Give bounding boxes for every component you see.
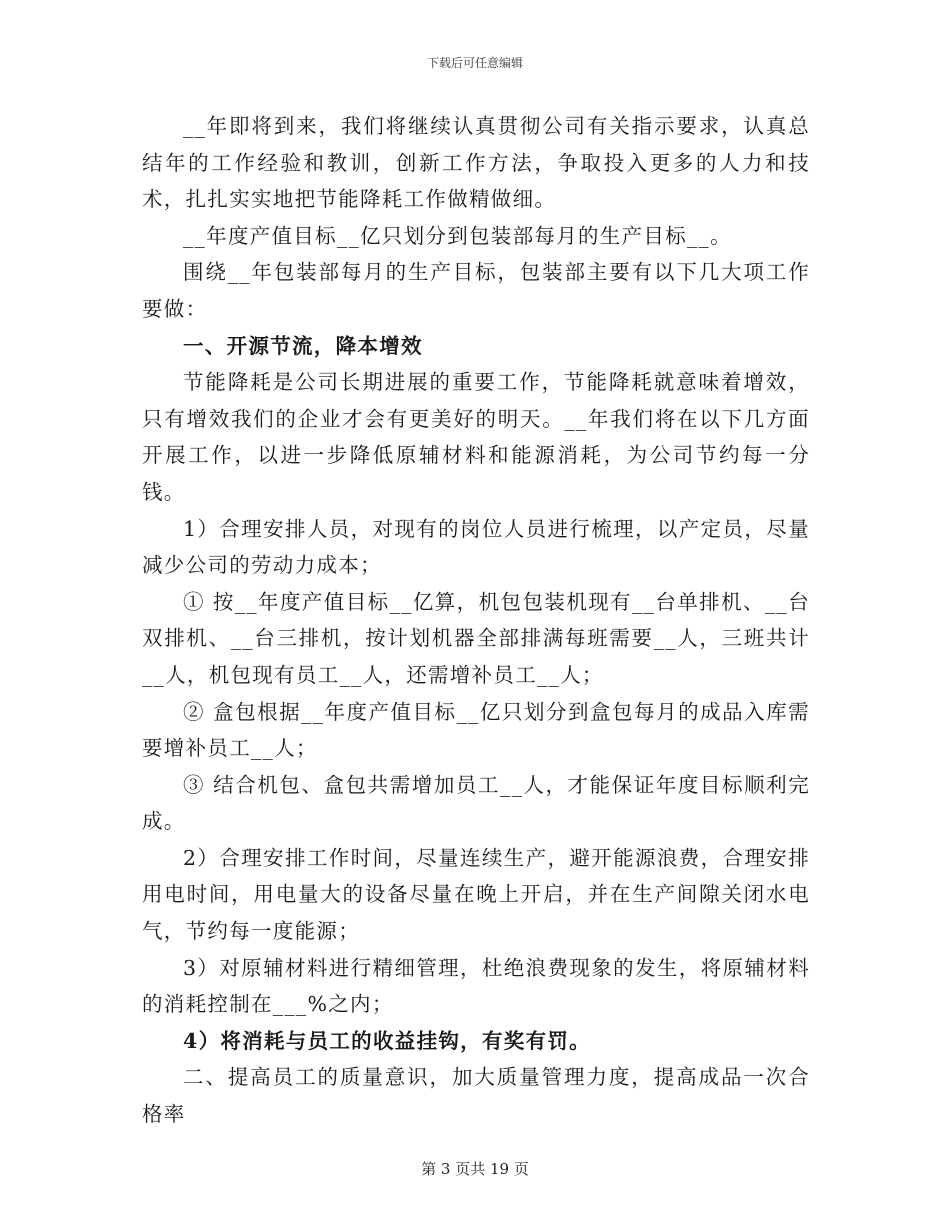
page-footer: 第 3 页共 19 页 bbox=[421, 1160, 529, 1178]
list-item: ② 盒包根据__年度产值目标__亿只划分到盒包每月的成品入库需要增补员工__人； bbox=[142, 699, 810, 761]
section-heading: 二、提高员工的质量意识，加大质量管理力度，提高成品一次合格率 bbox=[142, 1065, 810, 1127]
list-item: 3）对原辅材料进行精细管理，杜绝浪费现象的发生，将原辅材料的消耗控制在___%之内； bbox=[142, 955, 810, 1017]
paragraph: 围绕__年包装部每月的生产目标，包装部主要有以下几大项工作要做： bbox=[142, 260, 810, 321]
page-header: 下载后可任意编辑 bbox=[426, 56, 523, 70]
list-item: 2）合理安排工作时间，尽量连续生产，避开能源浪费，合理安排用电时间，用电量大的设备尽量在晚上开启，并在生产间隙关闭水电气，节约每一度能源； bbox=[142, 845, 810, 944]
paragraph: __年即将到来，我们将继续认真贯彻公司有关指示要求，认真总结年的工作经验和教训，创新工作方法，争取投入更多的人力和技术，扎扎实实地把节能降耗工作做精做细。 bbox=[142, 114, 810, 212]
list-item-bold: 4）将消耗与员工的收益挂钩，有奖有罚。 bbox=[183, 1028, 591, 1053]
paragraph: __年度产值目标__亿只划分到包装部每月的生产目标__。 bbox=[183, 223, 732, 248]
paragraph: 节能降耗是公司长期进展的重要工作，节能降耗就意味着增效，只有增效我们的企业才会有更美好的明天。__年我们将在以下几方面开展工作，以进一步降低原辅材料和能源消耗，为公司节约每一分钱。 bbox=[142, 370, 810, 504]
document-body bbox=[142, 108, 810, 1133]
list-item: 1）合理安排人员，对现有的岗位人员进行梳理，以产定员，尽量减少公司的劳动力成本； bbox=[142, 516, 810, 578]
list-item: ③ 结合机包、盒包共需增加员工__人，才能保证年度目标顺利完成。 bbox=[142, 772, 810, 834]
list-item: ① 按__年度产值目标__亿算，机包包装机现有__台单排机、__台双排机、__台三排机，按计划机器全部排满每班需要__人，三班共计__人，机包现有员工__人，还需增补员工__人； bbox=[142, 589, 810, 687]
section-heading: 一、开源节流，降本增效 bbox=[183, 333, 423, 358]
